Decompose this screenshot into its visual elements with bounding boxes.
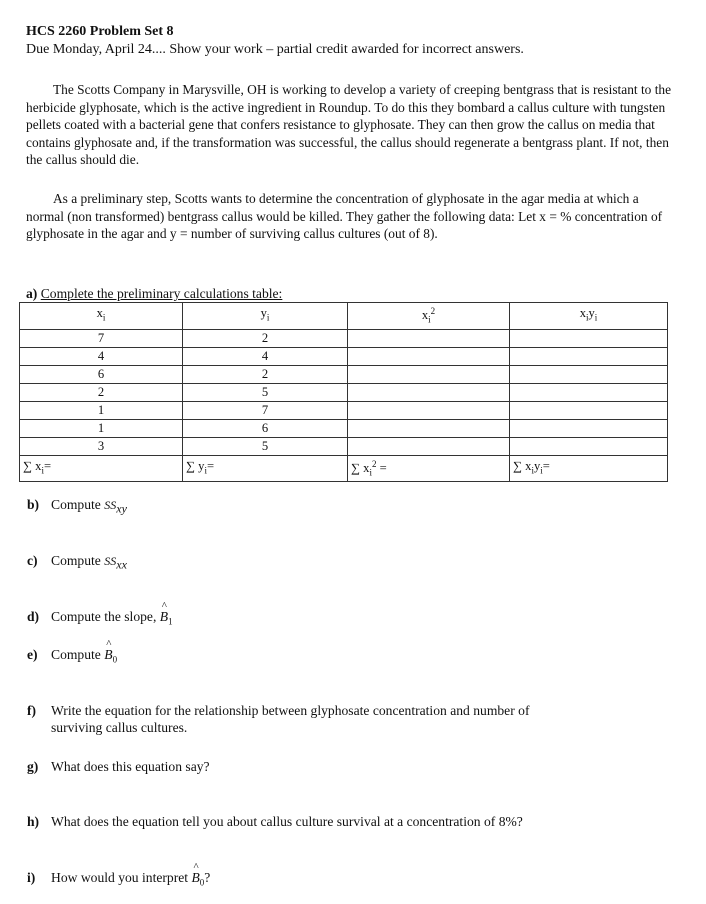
table-sum-row xyxy=(20,455,668,482)
question-g: g) What does this equation say? xyxy=(27,759,210,774)
question-a-label: a) xyxy=(26,286,38,301)
table-row xyxy=(20,419,668,437)
cell-xy[interactable] xyxy=(510,365,668,383)
table-row xyxy=(20,347,668,365)
calculations-table xyxy=(19,302,668,482)
sum-x-cell[interactable]: ∑ $x_i=$ xyxy=(20,455,183,482)
cell-x-squared[interactable] xyxy=(348,401,510,419)
cell-y: 4 xyxy=(183,347,348,365)
cell-y: 2 xyxy=(183,329,348,347)
sum-y-cell[interactable]: ∑ $y_i=$ xyxy=(183,455,348,482)
header-xiyi: $x_iy_i$ xyxy=(510,303,668,330)
table-row xyxy=(20,437,668,455)
beta-0-hat: ^ B xyxy=(104,646,112,663)
cell-y: 2 xyxy=(183,365,348,383)
question-i: i) How would you interpret ^ $B_0$? xyxy=(27,869,210,892)
document-title: HCS 2260 Problem Set 8 xyxy=(26,24,174,39)
cell-xy[interactable] xyxy=(510,383,668,401)
cell-y: 5 xyxy=(183,383,348,401)
header-xi: $x_i$ xyxy=(20,303,183,330)
question-a xyxy=(26,285,282,302)
question-f: f) Write the equation for the relationship between glyphosate concentration and number of surviving callus cultures. xyxy=(27,703,530,735)
cell-x-squared[interactable] xyxy=(348,437,510,455)
intro-paragraph-1: The Scotts Company in Marysville, OH is working to develop a variety of creeping bentgrass that is resistant to the herbicide glyphosate, which is the active ingredient in Roundup. To do this they bombard a callus culture with tungsten pellets coated with a bacterial gene that confers resistance to glyphosate. They can then grow the callus on media that contains glyphosate and, if the transformation was successful, the callus should regenerate a bentgrass plant. If not, then the callus should die. xyxy=(26,82,672,167)
table-row xyxy=(20,401,668,419)
header-xi-squared: $x_i^2$ xyxy=(348,303,510,330)
question-h: h) What does the equation tell you about callus culture survival at a concentration of 8%? xyxy=(27,814,523,829)
cell-x: 4 xyxy=(20,347,183,365)
question-c: c) Compute $SS_{xx}$ xyxy=(27,553,127,572)
cell-xy[interactable] xyxy=(510,401,668,419)
cell-x: 7 xyxy=(20,329,183,347)
sigma-icon: ∑ xyxy=(513,458,522,473)
sum-xy-cell[interactable]: ∑ $x_iy_i=$ xyxy=(510,455,668,482)
cell-x-squared[interactable] xyxy=(348,419,510,437)
beta-1-hat: ^ B xyxy=(160,608,168,625)
table-row xyxy=(20,365,668,383)
cell-x: 6 xyxy=(20,365,183,383)
cell-xy[interactable] xyxy=(510,329,668,347)
beta-0-hat: ^ B xyxy=(191,869,199,886)
cell-x-squared[interactable] xyxy=(348,329,510,347)
question-a-text: Complete the preliminary calculations table: xyxy=(40,286,283,301)
cell-x: 1 xyxy=(20,401,183,419)
sum-x-squared-cell[interactable]: ∑ $x_i^2$ = xyxy=(348,455,510,482)
question-e: e) Compute ^ $B_0$ xyxy=(27,646,117,669)
cell-x-squared[interactable] xyxy=(348,347,510,365)
cell-x: 3 xyxy=(20,437,183,455)
intro-paragraph-2: As a preliminary step, Scotts wants to determine the concentration of glyphosate in the agar media at which a normal (non transformed) bentgrass callus would be killed. They gather the following data: Let x = % concentration of glyphosate in the agar and y = number of surviving callus cultures (out of 8). xyxy=(26,191,663,241)
cell-x-squared[interactable] xyxy=(348,365,510,383)
cell-xy[interactable] xyxy=(510,347,668,365)
cell-xy[interactable] xyxy=(510,437,668,455)
table-row xyxy=(20,329,668,347)
cell-y: 5 xyxy=(183,437,348,455)
due-date-line: Due Monday, April 24.... Show your work – partial credit awarded for incorrect answers. xyxy=(26,42,524,57)
cell-xy[interactable] xyxy=(510,419,668,437)
table-header-row xyxy=(20,303,668,330)
cell-y: 7 xyxy=(183,401,348,419)
cell-x: 1 xyxy=(20,419,183,437)
table-row xyxy=(20,383,668,401)
cell-y: 6 xyxy=(183,419,348,437)
question-b: b) Compute $SS_{xy}$ xyxy=(27,497,127,516)
header-yi: $y_i$ xyxy=(183,303,348,330)
sigma-icon: ∑ xyxy=(186,458,195,473)
sigma-icon: ∑ xyxy=(23,458,32,473)
cell-x-squared[interactable] xyxy=(348,383,510,401)
cell-x: 2 xyxy=(20,383,183,401)
sigma-icon: ∑ xyxy=(351,460,360,475)
question-d: d) Compute the slope, ^ $B_1$ xyxy=(27,608,173,631)
